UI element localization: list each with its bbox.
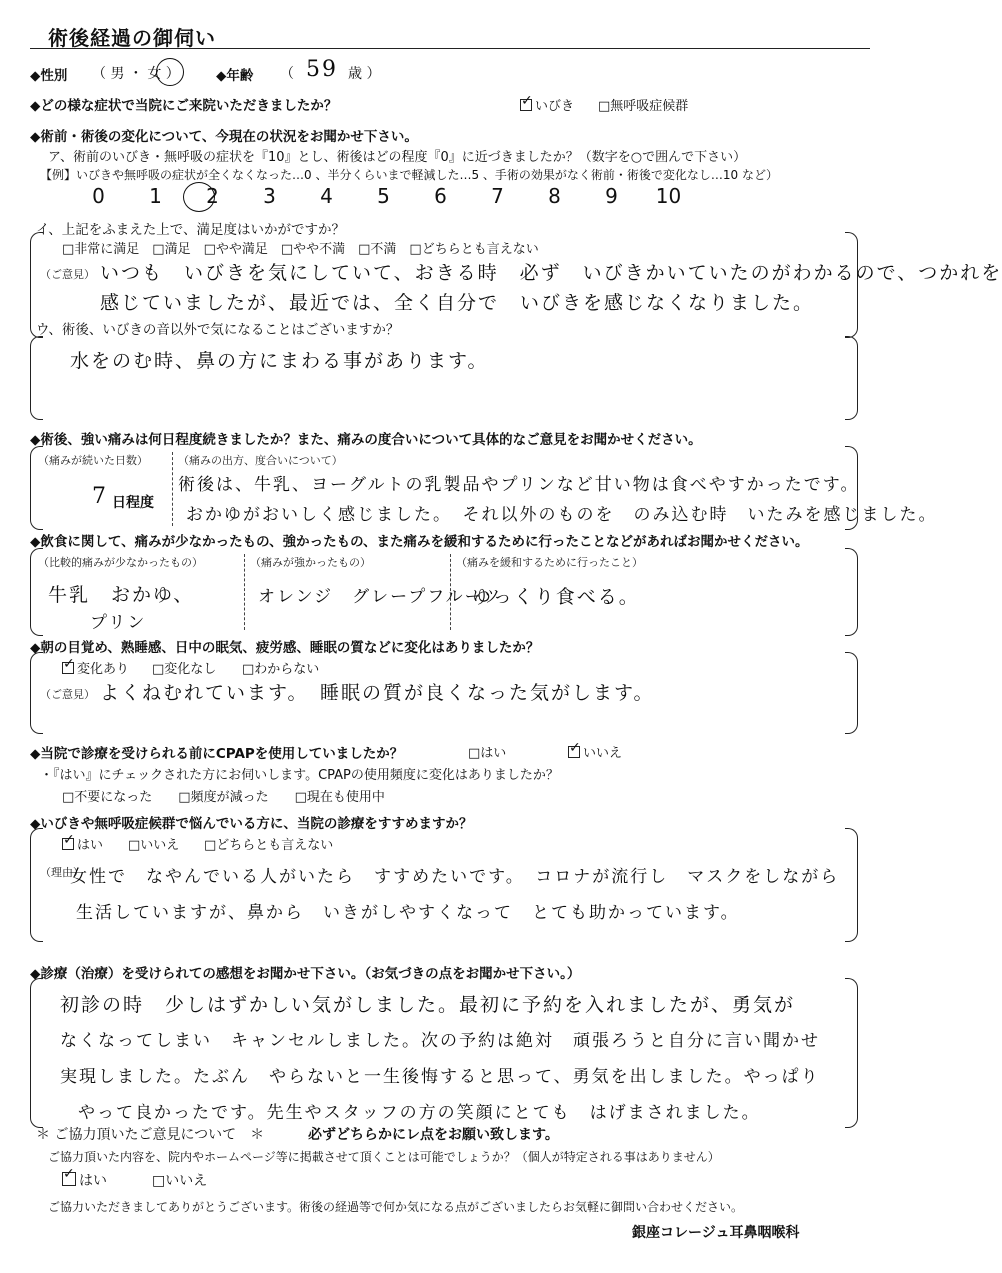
scale-1: 1 (149, 184, 162, 208)
q4-divider-2 (450, 554, 451, 630)
q5-opinion-label: （ご意見） (40, 688, 95, 701)
page-title: 術後経過の御伺い (48, 26, 216, 50)
q8-answer-line3: 実現しました。たぶん やらないと一生後悔すると思って、勇気を出しました。やっぱり (60, 1067, 820, 1087)
q8-answer-line1: 初診の時 少しはずかしい気がしました。最初に予約を入れましたが、勇気が (60, 994, 796, 1016)
q7-reason-label: （理由） (40, 866, 84, 879)
q3-days-unit: 日程度 (112, 495, 154, 511)
box-bracket-right (845, 232, 858, 338)
clinic-name: 銀座コレージュ耳鼻咽喉科 (632, 1225, 800, 1241)
checkbox-checked-icon (62, 662, 74, 674)
age-label: ◆年齢 (216, 68, 254, 84)
age-unit: 歳 ） (348, 66, 381, 82)
box-bracket-left (30, 336, 43, 420)
q1-question: ◆どの様な症状で当院にご来院いただきましたか？ (30, 98, 338, 114)
q5-opt-unknown: □わからない (242, 662, 320, 677)
scale-2: 2 (206, 184, 219, 208)
title-rule (30, 48, 870, 49)
q6-followup-options: □不要になった □頻度が減った □現在も使用中 (62, 790, 385, 805)
q8-answer-line4: やって良かったです。先生やスタッフの方の笑顔にとても はげまされました。 (78, 1103, 761, 1123)
consent-question: ご協力頂いた内容を、院内やホームページ等に掲載させて頂くことは可能でしょうか？（個人が特定される事はありません） (48, 1150, 720, 1164)
q8-question: ◆診療（治療）を受けられての感想をお聞かせ下さい。（お気づきの点をお聞かせ下さい。） (30, 966, 581, 982)
q7-answer-line1: 女性で なやんでいる人がいたら すすめたいです。 コロナが流行し マスクをしながら (70, 867, 840, 887)
checkbox-checked-icon (568, 746, 580, 758)
consent-title: ＊ ご協力頂いたご意見について ＊ (36, 1127, 265, 1143)
box-bracket-right (845, 548, 858, 636)
box-bracket-left (30, 978, 43, 1128)
q7-opt-yes (62, 834, 103, 853)
q6-opt-no (568, 742, 622, 761)
q2b-options: □非常に満足 □満足 □やや満足 □やや不満 □不満 □どちらとも言えない (62, 242, 539, 257)
q1-opt1-label: いびき (535, 99, 575, 114)
q4-col2-answer: オレンジ グレープフルーツ (258, 587, 502, 607)
gender-options: （ 男 ・ 女 ） (92, 66, 180, 82)
consent-yes-label: はい (79, 1173, 107, 1189)
checkbox-checked-icon (62, 1172, 76, 1186)
scale-6: 6 (434, 184, 447, 208)
q3-days-label: （痛みが続いた日数） (38, 454, 148, 467)
q2b-opinion-label: （ご意見） (40, 268, 95, 281)
q3-answer-line1: 術後は、牛乳、ヨーグルトの乳製品やプリンなど甘い物は食べやすかったです。 (178, 475, 860, 495)
age-open: （ (280, 66, 294, 82)
thanks-message: ご協力いただきましてありがとうございます。術後の経過等で何か気になる点がございましたらお気軽に御問い合わせください。 (48, 1200, 744, 1214)
checkbox-checked-icon (62, 838, 74, 850)
q1-opt-apnea: □無呼吸症候群 (598, 99, 689, 114)
q2-example: 【例】いびきや無呼吸の症状が全くなくなった…0 、半分くらいまで軽減した…5 、手術の効果がなく術前・術後で変化なし…10 など） (40, 168, 778, 182)
q3-answer-line2: おかゆがおいしく感じました。 それ以外のものを のみ込む時 いたみを感じました。 (186, 505, 938, 525)
q5-opt-changed-label: 変化あり (77, 662, 130, 677)
scale-10: 10 (655, 184, 682, 208)
scale-0: 0 (92, 184, 105, 208)
q3-detail-label: （痛みの出方、度合いについて） (178, 454, 343, 467)
q4-col1-answer: 牛乳 おかゆ、 (48, 584, 195, 606)
box-bracket-left (30, 828, 43, 942)
q2-question: ◆術前・術後の変化について、今現在の状況をお聞かせ下さい。 (30, 129, 418, 145)
q2b-question: イ、上記をふまえた上で、満足度はいかがですか？ (36, 222, 346, 238)
scale-7: 7 (491, 184, 504, 208)
consent-no: □いいえ (152, 1173, 208, 1189)
q8-answer-line2: なくなってしまい キャンセルしました。次の予約は絶対 頑張ろうと自分に言い聞かせ (60, 1031, 820, 1051)
q7-opt-no: □いいえ (128, 838, 180, 853)
q4-question: ◆飲食に関して、痛みが少なかったもの、強かったもの、また痛みを緩和するために行ったことなどがあればお聞かせください。 (30, 534, 809, 550)
scale-3: 3 (263, 184, 276, 208)
q7-opt-neither: □どちらとも言えない (204, 838, 334, 853)
q6-opt-yes: □はい (468, 746, 507, 761)
scale-8: 8 (548, 184, 561, 208)
q7-opt-yes-label: はい (77, 838, 104, 853)
q4-divider-1 (244, 554, 245, 630)
selected-score-circle (183, 182, 215, 212)
q5-answer: よくねむれています。 睡眠の質が良くなった気がします。 (100, 682, 655, 704)
q2b-answer-line2: 感じていましたが、最近では、全く自分で いびきを感じなくなりました。 (100, 292, 815, 314)
consent-required: 必ずどちらかにレ点をお願い致します。 (308, 1127, 559, 1143)
q5-question: ◆朝の目覚め、熟睡感、日中の眠気、疲労感、睡眠の質などに変化はありましたか？ (30, 640, 540, 656)
q7-answer-line2: 生活していますが、鼻から いきがしやすくなって とても助かっています。 (76, 903, 740, 923)
consent-yes (62, 1170, 107, 1190)
q4-col2-label: （痛みが強かったもの） (250, 556, 371, 569)
box-bracket-right (845, 652, 858, 734)
q3-divider (172, 452, 173, 526)
q6-question: ◆当院で診療を受けられる前にCPAPを使用していましたか？ (30, 746, 404, 762)
q4-col1-label: （比較的痛みが少なかったもの） (38, 556, 203, 569)
box-bracket-right (845, 978, 858, 1128)
q4-col1-answer2: プリン (90, 613, 147, 633)
q3-question: ◆術後、強い痛みは何日程度続きましたか？また、痛みの度合いについて具体的なご意見をお聞かせください。 (30, 432, 702, 448)
checkbox-checked-icon (520, 99, 532, 111)
q5-opt-changed (62, 658, 129, 677)
q4-col3-label: （痛みを緩和するために行ったこと） (456, 556, 643, 569)
gender-label: ◆性別 (30, 68, 68, 84)
q6-opt-no-label: いいえ (583, 746, 623, 761)
scale-9: 9 (605, 184, 618, 208)
q6-followup: ・『はい』にチェックされた方にお伺いします。CPAPの使用頻度に変化はありましたか？ (40, 768, 559, 783)
box-bracket-right (845, 336, 858, 420)
q2c-answer: 水をのむ時、鼻の方にまわる事があります。 (70, 350, 489, 372)
scale-numbers (70, 184, 697, 208)
q2-sub-a: ア、術前のいびき・無呼吸の症状を『10』とし、術後はどの程度『0』に近づきましたか？（数字を○で囲んで下さい） (48, 150, 747, 165)
box-bracket-right (845, 828, 858, 942)
gender-circle-mark (156, 58, 184, 86)
q7-question: ◆いびきや無呼吸症候群で悩んでいる方に、当院の診療をすすめますか？ (30, 816, 473, 832)
scale-4: 4 (320, 184, 333, 208)
q2b-answer-line1: いつも いびきを気にしていて、おきる時 必ず いびきかいていたのがわかるので、つかれを (100, 262, 1002, 284)
q3-days-value: 7 (92, 484, 108, 509)
q1-opt-snoring (520, 95, 574, 114)
q2c-question: ウ、術後、いびきの音以外で気になることはございますか？ (36, 322, 400, 338)
q4-col3-answer: ゆっくり食べる。 (472, 586, 640, 608)
age-value: 59 (306, 57, 338, 82)
scale-5: 5 (377, 184, 390, 208)
q5-opt-nochange: □変化なし (152, 662, 217, 677)
